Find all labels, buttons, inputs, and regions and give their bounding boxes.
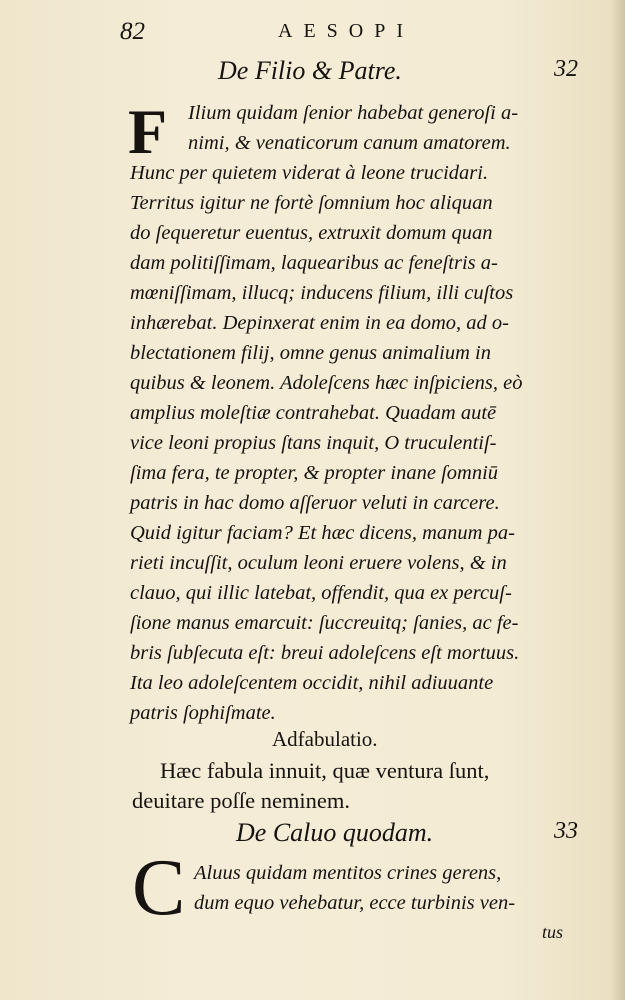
text-line: amplius moleſtiæ contrahebat. Quadam autē [130,402,497,424]
text-line: Ilium quidam ſenior habebat generoſi a- [188,102,519,124]
text-line: inhærebat. Depinxerat enim in ea domo, ad o- [130,312,509,334]
fable-title: De Filio & Patre. [218,56,402,85]
catchword: tus [542,922,564,942]
page-edge-shadow [611,0,625,1000]
text-line: clauo, qui illic latebat, offendit, qua ex percuſ- [130,582,512,604]
text-line: mœniſſimam, illucq; inducens filium, illi cuſtos [130,282,514,304]
text-line: Aluus quidam mentitos crines gerens, [194,862,502,884]
fable-number: 32 [554,56,578,82]
text-line: Territus igitur ne fortè ſomnium hoc aliquan [130,192,493,214]
fable-number: 33 [554,818,578,844]
text-line: bris ſubſecuta eſt: breui adoleſcens eſt mortuus. [130,642,520,664]
fable-heading-1 [120,56,580,88]
text-line: dam politiſſimam, laquearibus ac feneſtris a- [130,252,498,274]
text-line: quibus & leonem. Adoleſcens hæc inſpiciens, eò [130,372,523,394]
running-head [120,18,540,48]
text-line: dum equo vehebatur, ecce turbinis ven- [194,892,516,914]
text-line: Quid igitur faciam? Et hæc dicens, manum pa- [130,522,515,544]
text-line: deuitare poſſe neminem. [132,788,351,813]
page-number: 82 [120,18,145,45]
running-title: AESOPI [278,20,415,42]
text-line: Hunc per quietem viderat à leone trucidari. [130,162,489,184]
text-line: ſione manus emarcuit: ſuccreuitq; ſanies, ac fe- [130,612,519,634]
text-line: blectationem filij, omne genus animalium in [130,342,491,364]
text-line: nimi, & venaticorum canum amatorem. [188,132,511,154]
text-line: Hæc fabula innuit, quæ ventura ſunt, [160,758,490,783]
text-line: vice leoni propius ſtans inquit, O truculentiſ- [130,432,497,454]
drop-cap: C [132,844,186,932]
text-line: ſima fera, te propter, & propter inane ſomniū [130,462,499,484]
fable-heading-2 [120,818,580,850]
text-line: patris ſophiſmate. [130,702,276,724]
text-line: patris in hac domo aſſeruor veluti in carcere. [130,492,500,514]
text-line: Ita leo adoleſcentem occidit, nihil adiuuante [130,672,494,694]
moral-heading: Adfabulatio. [272,727,378,751]
text-line: do ſequeretur euentus, extruxit domum quan [130,222,493,244]
drop-cap: F [128,96,168,167]
text-line: rieti incuſſit, oculum leoni eruere volens, & in [130,552,507,574]
fable-title: De Caluo quodam. [236,818,434,847]
